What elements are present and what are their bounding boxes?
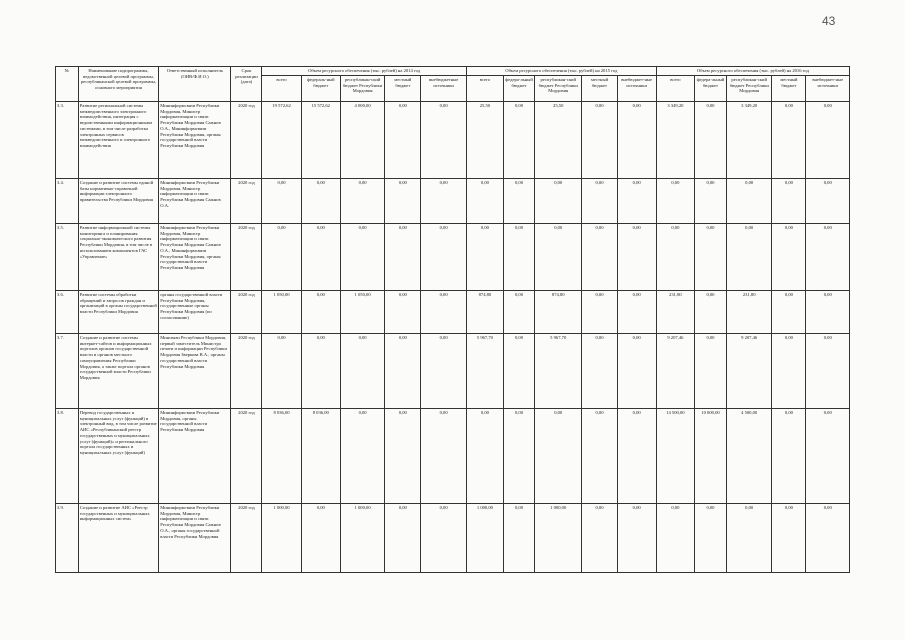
row-executor: Минсвязи Республики Мордовия, первый заместитель Министра печати и информации Республики Мордовия Зверкова В.А., органы государственной власти Республики Мордовия <box>159 334 231 409</box>
row-value: 0,00 <box>582 409 617 504</box>
row-value: 0,00 <box>534 179 581 224</box>
row-value: 1 000,00 <box>340 504 384 573</box>
row-value: 1 000,00 <box>262 504 301 573</box>
row-value: 0,00 <box>262 179 301 224</box>
header-2014-col: республикан-ский бюджет Республики Мордовия <box>340 76 384 102</box>
row-value: 0,00 <box>301 224 340 291</box>
header-2014-col: федераль-ный бюджет <box>301 76 340 102</box>
header-group-2015: Объем ресурсного обеспечения (тыс. рублей) на 2015 год <box>466 67 656 76</box>
row-value: 0,00 <box>694 334 726 409</box>
header-period: Срок реализации (дата) <box>231 67 262 102</box>
row-value: 0,00 <box>694 504 726 573</box>
row-value: 0,00 <box>504 179 535 224</box>
row-value: 0,00 <box>772 102 806 179</box>
table-header <box>56 67 850 102</box>
page-number: 43 <box>822 14 836 28</box>
row-value: 0,00 <box>385 102 421 179</box>
table-row <box>56 179 850 224</box>
row-value: 0,00 <box>421 504 466 573</box>
row-no: 3.7. <box>56 334 79 409</box>
row-value: 0,00 <box>772 334 806 409</box>
header-no: № <box>56 67 79 102</box>
table-row <box>56 102 850 179</box>
row-value: 0,00 <box>582 504 617 573</box>
row-value: 0,00 <box>582 291 617 334</box>
row-value: 0,00 <box>301 504 340 573</box>
row-value: 3 349,20 <box>726 102 771 179</box>
row-value: 0,00 <box>694 224 726 291</box>
row-value: 0,00 <box>504 291 535 334</box>
row-no: 3.4. <box>56 179 79 224</box>
row-value: 0,00 <box>806 504 850 573</box>
row-value: 0,00 <box>617 504 656 573</box>
row-executor: Мининформсвязи Республики Мордовия, органы государственной власти Республики Мордовия <box>159 409 231 504</box>
row-value: 0,00 <box>617 409 656 504</box>
row-period: 2020 год <box>231 504 262 573</box>
row-executor: Мининформсвязи Республики Мордовия, Министр информатизации и связи Республики Мордовия Сажнов О.А., Мининформсвязи Республики Мордовия, органы государственной власти Республики Мордовия <box>159 102 231 179</box>
row-value: 8 036,00 <box>301 409 340 504</box>
row-value: 0,00 <box>466 409 503 504</box>
header-2016-col: местный бюджет <box>772 76 806 102</box>
row-no: 3.9. <box>56 504 79 573</box>
row-value: 0,00 <box>617 334 656 409</box>
row-value: 0,00 <box>656 224 694 291</box>
row-value: 9 207,46 <box>726 334 771 409</box>
row-value: 5 967,70 <box>534 334 581 409</box>
row-name: Создание и развитие АИС «Реестр государственных и муниципальных информационных систем» <box>78 504 159 573</box>
row-value: 0,00 <box>726 224 771 291</box>
header-2014-col: внебюджетные источники <box>421 76 466 102</box>
row-value: 0,00 <box>617 224 656 291</box>
row-value: 0,00 <box>385 291 421 334</box>
row-value: 0,00 <box>772 291 806 334</box>
row-value: 0,00 <box>421 291 466 334</box>
table-row <box>56 224 850 291</box>
row-value: 1 000,00 <box>534 504 581 573</box>
row-value: 0,00 <box>421 409 466 504</box>
header-2016-col: республикан-ский бюджет Республики Мордовия <box>726 76 771 102</box>
row-period: 2020 год <box>231 409 262 504</box>
row-name: Перевод государственных и муниципальных услуг (функций) в электронный вид, в том числе развитие АИС «Республиканский реестр государственных и муниципальных услуг (функций)» и регионального портала государственных и муниципальных услуг (функций) <box>78 409 159 504</box>
row-value: 25,50 <box>466 102 503 179</box>
header-2015-col: республикан-ский бюджет Республики Мордовия <box>534 76 581 102</box>
row-period: 2020 год <box>231 291 262 334</box>
row-executor: органы государственной власти Республики Мордовия, государственные органы Республики Мордовия (по согласованию) <box>159 291 231 334</box>
row-value: 0,00 <box>726 179 771 224</box>
row-value: 0,00 <box>385 334 421 409</box>
header-2016-col: внебюджет-ные источники <box>806 76 850 102</box>
row-value: 0,00 <box>617 291 656 334</box>
row-value: 0,00 <box>301 291 340 334</box>
row-value: 0,00 <box>534 409 581 504</box>
row-value: 1 050,00 <box>262 291 301 334</box>
row-name: Создание и развитие системы интернет-сайтов и информационных порталов органов государственной власти и органов местного самоуправления Республики Мордовия, а также портала органов государственной власти Республики Мордовия <box>78 334 159 409</box>
row-value: 0,00 <box>806 291 850 334</box>
row-value: 1 050,00 <box>340 291 384 334</box>
row-no: 3.5. <box>56 224 79 291</box>
header-2015-col: внебюджет-ные источники <box>617 76 656 102</box>
row-value: 0,00 <box>694 291 726 334</box>
row-value: 0,00 <box>656 179 694 224</box>
row-value: 5 967,70 <box>466 334 503 409</box>
row-value: 0,00 <box>582 179 617 224</box>
row-value: 0,00 <box>582 334 617 409</box>
row-value: 0,00 <box>806 102 850 179</box>
row-name: Развитие информационной системы мониторинга и планирования социально-экономического развития Республики Мордовия, в том числе в использованием компонентов ГАС «Управление» <box>78 224 159 291</box>
row-value: 0,00 <box>772 224 806 291</box>
row-value: 0,00 <box>385 409 421 504</box>
header-name: Наименование подпрограммы, ведомственной целевой программы, республиканской целевой программы, основного мероприятия <box>78 67 159 102</box>
row-value: 0,00 <box>806 224 850 291</box>
row-value: 0,00 <box>466 179 503 224</box>
row-value: 0,00 <box>301 334 340 409</box>
row-executor: Мининформсвязи Республики Мордовия, Министр информатизации и связи Республики Мордовия Сажнов О.А., органы государственной власти Республики Мордовия <box>159 504 231 573</box>
row-value: 874,80 <box>534 291 581 334</box>
row-executor: Мининформсвязи Республики Мордовия, Министр информатизации и связи Республики Мордовия Сажнов О.А., Мининформсвязи Республики Мордовия, органы государственной власти Республики Мордовия <box>159 224 231 291</box>
row-value: 0,00 <box>534 224 581 291</box>
table-row <box>56 291 850 334</box>
row-value: 0,00 <box>617 179 656 224</box>
header-group-2016: Объем ресурсного обеспечения (тыс. рублей) на 2016 год <box>656 67 849 76</box>
header-2016-col: всего <box>656 76 694 102</box>
row-value: 19 572,62 <box>262 102 301 179</box>
row-value: 14 500,00 <box>656 409 694 504</box>
row-value: 0,00 <box>806 334 850 409</box>
row-period: 2020 год <box>231 334 262 409</box>
row-value: 0,00 <box>421 179 466 224</box>
row-value: 0,00 <box>806 409 850 504</box>
row-value: 0,00 <box>385 504 421 573</box>
row-executor: Мининформсвязи Республики Мордовия, Министр информатизации и связи Республики Мордовия Сажнов О.А. <box>159 179 231 224</box>
row-value: 4 000,00 <box>340 102 384 179</box>
row-period: 2020 год <box>231 102 262 179</box>
table-row <box>56 334 850 409</box>
header-group-2014: Объем ресурсного обеспечения (тыс. рублей) на 2014 год <box>262 67 466 76</box>
row-name: Развитие системы обработки обращений и запросов граждан и организаций в органы государственной власти Республики Мордовия <box>78 291 159 334</box>
row-value: 0,00 <box>726 504 771 573</box>
row-value: 0,00 <box>582 224 617 291</box>
row-name: Создание и развитие системы единой базы нормативно-справочной информации электронного правительства Республики Мордовия <box>78 179 159 224</box>
row-no: 3.6. <box>56 291 79 334</box>
row-value: 0,00 <box>340 179 384 224</box>
row-value: 0,00 <box>421 224 466 291</box>
header-2016-col: федера-льный бюджет <box>694 76 726 102</box>
row-value: 10 000,00 <box>694 409 726 504</box>
row-value: 3 349,20 <box>656 102 694 179</box>
row-no: 3.3. <box>56 102 79 179</box>
row-value: 0,00 <box>504 334 535 409</box>
row-value: 0,00 <box>504 102 535 179</box>
header-2015-col: местный бюджет <box>582 76 617 102</box>
row-value: 0,00 <box>504 504 535 573</box>
row-name: Развитие региональной системы межведомственного электронного взаимодействия, интеграция с ведомственными информационными системами, в том числе разработка электронных сервисов межведомственного и электронного взаимодействия <box>78 102 159 179</box>
row-value: 15 572,62 <box>301 102 340 179</box>
row-value: 0,00 <box>694 179 726 224</box>
row-value: 0,00 <box>466 224 503 291</box>
row-value: 0,00 <box>262 224 301 291</box>
row-value: 0,00 <box>617 102 656 179</box>
row-period: 2020 год <box>231 179 262 224</box>
row-value: 0,00 <box>806 179 850 224</box>
row-value: 0,00 <box>262 334 301 409</box>
header-2015-col: всего <box>466 76 503 102</box>
row-value: 1 000,00 <box>466 504 503 573</box>
row-value: 0,00 <box>504 409 535 504</box>
table-row <box>56 409 850 504</box>
row-value: 0,00 <box>340 334 384 409</box>
row-value: 0,00 <box>656 504 694 573</box>
table-row <box>56 504 850 573</box>
row-value: 231,80 <box>726 291 771 334</box>
row-value: 9 207,46 <box>656 334 694 409</box>
header-2015-col: федера-льный бюджет <box>504 76 535 102</box>
header-2014-col: местный бюджет <box>385 76 421 102</box>
row-value: 8 036,00 <box>262 409 301 504</box>
row-value: 0,00 <box>421 102 466 179</box>
row-period: 2020 год <box>231 224 262 291</box>
header-2014-col: всего <box>262 76 301 102</box>
row-value: 0,00 <box>504 224 535 291</box>
row-value: 0,00 <box>772 504 806 573</box>
header-executor: Ответственный исполнитель (ОИВ/Ф.И.О.) <box>159 67 231 102</box>
row-value: 0,00 <box>340 224 384 291</box>
budget-table <box>55 66 850 573</box>
row-value: 0,00 <box>772 409 806 504</box>
row-no: 3.8. <box>56 409 79 504</box>
row-value: 0,00 <box>421 334 466 409</box>
row-value: 0,00 <box>301 179 340 224</box>
row-value: 0,00 <box>582 102 617 179</box>
row-value: 231,80 <box>656 291 694 334</box>
row-value: 25,50 <box>534 102 581 179</box>
row-value: 0,00 <box>694 102 726 179</box>
row-value: 4 500,00 <box>726 409 771 504</box>
row-value: 874,80 <box>466 291 503 334</box>
row-value: 0,00 <box>385 224 421 291</box>
row-value: 0,00 <box>340 409 384 504</box>
table-body <box>56 102 850 573</box>
row-value: 0,00 <box>772 179 806 224</box>
row-value: 0,00 <box>385 179 421 224</box>
